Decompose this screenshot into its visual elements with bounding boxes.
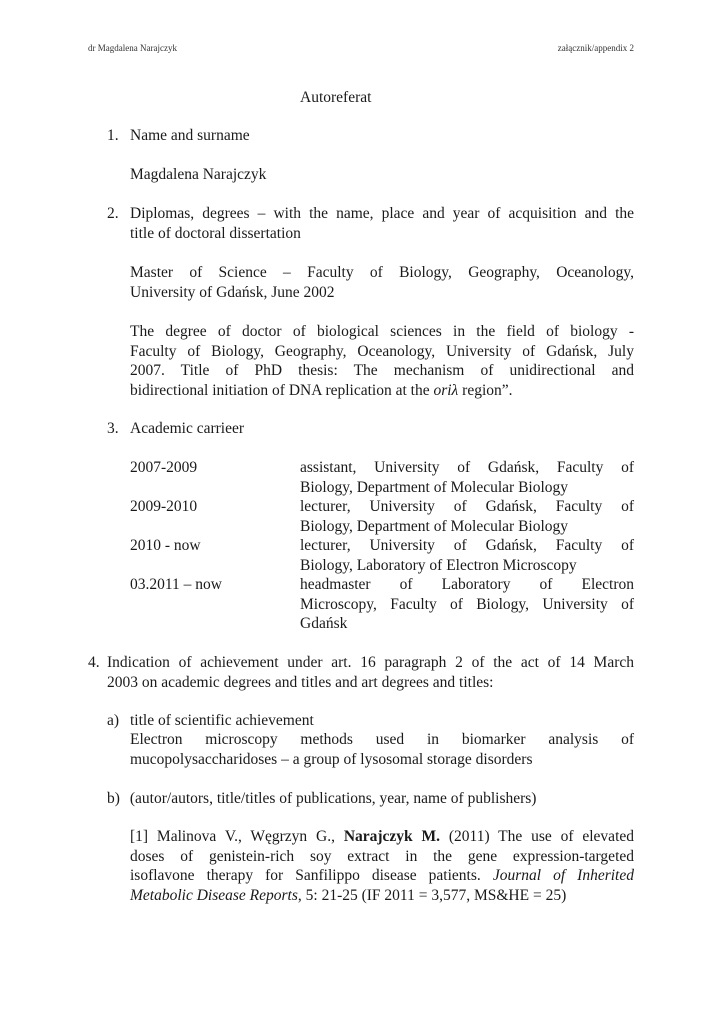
section3-number: 3.: [107, 420, 119, 437]
section3-heading: Academic carrieer: [130, 420, 245, 437]
reference-journal-part1: Journal of Inherited: [492, 867, 634, 884]
reference-line: [130, 827, 634, 847]
section2-heading-line: title of doctoral dissertation: [130, 224, 301, 242]
reference-line1-rest: (2011) The use of elevated: [440, 828, 634, 845]
career-description: [300, 497, 634, 536]
subsection-a-label: title of scientific achievement: [130, 712, 314, 729]
career-period: 2010 - now: [130, 537, 201, 554]
reference-line: doses of genistein-rich soy extract in the gene expression-targeted: [130, 847, 634, 865]
section4-heading: [107, 653, 634, 692]
masters-line: University of Gdańsk, June 2002: [130, 283, 335, 301]
career-line: headmaster of Laboratory of Electron: [300, 576, 634, 593]
phd-last-prefix: bidirectional initiation of DNA replication at the: [130, 381, 434, 399]
masters-line: Master of Science – Faculty of Biology, Geography, Oceanology,: [130, 264, 634, 281]
section2-heading-line: Diplomas, degrees – with the name, place and year of acquisition and the: [130, 205, 634, 222]
reference-bold-author: Narajczyk M.: [343, 828, 441, 845]
reference-journal-part2: Metabolic Disease Reports: [130, 886, 298, 904]
section1-number: 1.: [107, 127, 119, 144]
career-description: [300, 536, 634, 575]
career-period: 2007-2009: [130, 459, 198, 476]
reference-line3-text: isoflavone therapy for Sanfilippo disease patients.: [130, 867, 493, 884]
career-line: Biology, Department of Molecular Biology: [300, 517, 569, 535]
section1-value: Magdalena Narajczyk: [130, 166, 267, 183]
section1-heading: Name and surname: [130, 127, 250, 144]
phd-line: The degree of doctor of biological sciences in the field of biology -: [130, 323, 634, 340]
reference-1: [130, 827, 634, 905]
career-description: [300, 458, 634, 497]
career-line: lecturer, University of Gdańsk, Faculty of: [300, 537, 634, 554]
subsection-b-label: (autor/autors, title/titles of publications, year, name of publishers): [126, 790, 537, 807]
phd-last-suffix: region”.: [458, 381, 513, 399]
section2-number: 2.: [107, 205, 119, 222]
header-appendix: załącznik/appendix 2: [557, 43, 634, 53]
reference-line4-rest: , 5: 21-25 (IF 2011 = 3,577, MS&HE = 25): [297, 886, 567, 904]
career-line: Biology, Laboratory of Electron Microscopy: [300, 556, 577, 574]
phd-line: Faculty of Biology, Geography, Oceanology, University of Gdańsk, July: [130, 342, 634, 360]
section4-heading-line: 2003 on academic degrees and titles and art degrees and titles:: [107, 673, 494, 691]
reference-line: [130, 886, 634, 906]
header-author: dr Magdalena Narajczyk: [88, 43, 177, 53]
career-period: 2009-2010: [130, 498, 198, 515]
career-line: Biology, Department of Molecular Biology: [300, 478, 569, 496]
achievement-title: [130, 730, 634, 769]
phd-paragraph: [130, 322, 634, 400]
phd-last-line: [130, 381, 634, 401]
career-line: assistant, University of Gdańsk, Faculty of: [300, 459, 634, 476]
achievement-title-line: mucopolysaccharidoses – a group of lysosomal storage disorders: [130, 750, 533, 768]
career-line: Microscopy, Faculty of Biology, University of: [300, 595, 634, 613]
reference-authors: [1] Malinova V., Węgrzyn G.,: [130, 828, 344, 845]
career-line: lecturer, University of Gdańsk, Faculty of: [300, 498, 634, 515]
achievement-title-line: Electron microscopy methods used in biomarker analysis of: [130, 731, 634, 748]
phd-line: 2007. Title of PhD thesis: The mechanism of unidirectional and: [130, 362, 634, 379]
subsection-a-marker: a): [107, 712, 120, 729]
masters-paragraph: [130, 263, 634, 302]
career-line: Gdańsk: [300, 615, 348, 632]
section4-number: 4.: [88, 654, 100, 671]
section2-heading: [130, 204, 634, 243]
page-title: Autoreferat: [300, 89, 372, 106]
phd-last-italic: oriλ: [433, 381, 459, 399]
career-period: 03.2011 – now: [130, 576, 222, 593]
reference-line: [130, 866, 634, 886]
section4-heading-line: Indication of achievement under art. 16 paragraph 2 of the act of 14 March: [107, 654, 634, 671]
career-description: [300, 575, 634, 634]
subsection-b-marker: b): [107, 790, 120, 807]
